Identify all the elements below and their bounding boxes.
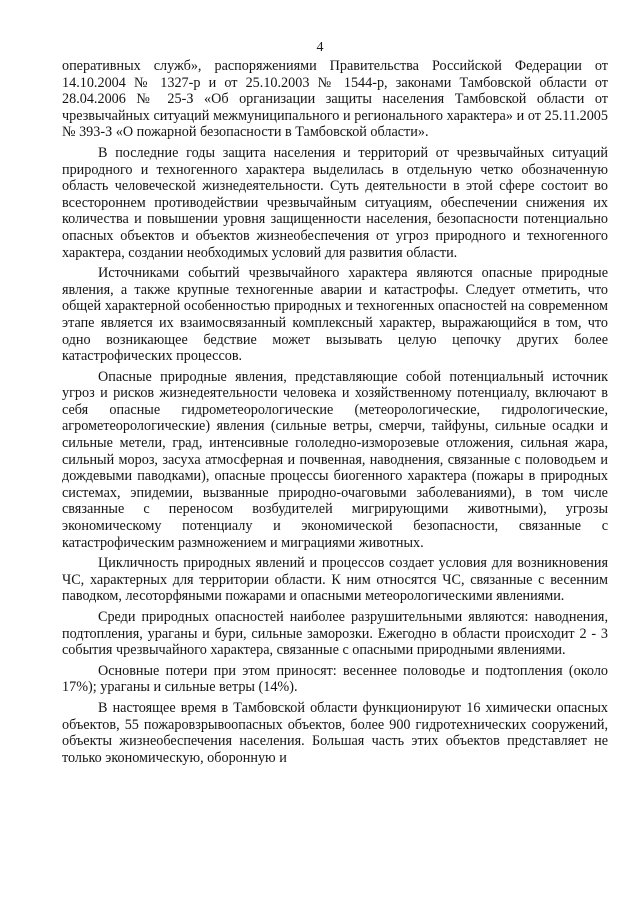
paragraph-emergency-sources: Источниками событий чрезвычайного характера являются опасные природные явления, а также крупные техногенные аварии и катастрофы. Следует отметить, что общей характерной особенностью природных и техногенных опасностей на современном этапе является их взаимосвязанный комплексный характер, выражающийся в том, что одно возникающее бедствие может вызывать целую цепочку других более катастрофических процессов. bbox=[62, 265, 608, 365]
paragraph-protection-area: В последние годы защита населения и территорий от чрезвычайных ситуаций природного и техногенного характера выделилась в отдельную четко обозначенную область человеческой жизнедеятельности. Суть деятельности в этой сфере состоит во всестороннем противодействии чрезвычайным ситуациям, обеспечении снижения их количества и повышении уровня защищенности населения, безопасности потенциально опасных объектов и объектов жизнеобеспечения от угроз природного и техногенного характера, создании необходимых условий для развития области. bbox=[62, 144, 608, 261]
paragraph-destructive-hazards: Среди природных опасностей наиболее разрушительными являются: наводнения, подтопления, ураганы и бури, сильные заморозки. Ежегодно в области происходит 2 - 3 события чрезвычайного характера, связанные с опасными природными явлениями. bbox=[62, 609, 608, 659]
paragraph-main-losses: Основные потери при этом приносят: весеннее половодье и подтопления (около 17%); ураганы и сильные ветры (14%). bbox=[62, 662, 608, 696]
paragraph-continuation: оперативных служб», распоряжениями Правительства Российской Федерации от 14.10.2004 № 1327-р и от 25.10.2003 № 1544-р, законами Тамбовской области от 28.04.2006 № 25-З «Об организации защиты населения Тамбовской области от чрезвычайных ситуаций межмуниципального и регионального характера» и от 25.11.2005 № 393-З «О пожарной безопасности в Тамбовской области». bbox=[62, 58, 608, 141]
paragraph-cyclicity: Цикличность природных явлений и процессов создает условия для возникновения ЧС, характерных для территории области. К ним относятся ЧС, связанные с весенним паводком, лесоторфяными пожарами и опасными метеорологическими явлениями. bbox=[62, 555, 608, 605]
document-body bbox=[62, 58, 608, 770]
page-number: 4 bbox=[316, 40, 324, 55]
paragraph-hazardous-objects: В настоящее время в Тамбовской области функционируют 16 химически опасных объектов, 55 пожаровзрывоопасных объектов, более 900 гидротехнических сооружений, объекты жизнеобеспечения населения. Большая часть этих объектов представляет не только экономическую, оборонную и bbox=[62, 699, 608, 766]
paragraph-natural-hazards: Опасные природные явления, представляющие собой потенциальный источник угроз и рисков жизнедеятельности человека и хозяйственному потенциалу, включают в себя опасные гидрометеорологические (метеорологические, гидрологические, агрометеорологические) явления (сильные ветры, смерчи, тайфуны, сильные осадки и сильные метели, град, интенсивные гололедно-изморозевые отложения, сильная жара, сильный мороз, засуха атмосферная и почвенная, наводнения, связанные с половодьем и дождевыми паводками), опасные процессы биогенного характера (пожары в природных системах, эпидемии, вызванные природно-очаговыми заболеваниями), в том числе связанные с переносом возбудителей мигрирующими животными), угрозы экономическому потенциалу и экономической безопасности, связанные с катастрофическим размножением и миграциями животных. bbox=[62, 368, 608, 551]
